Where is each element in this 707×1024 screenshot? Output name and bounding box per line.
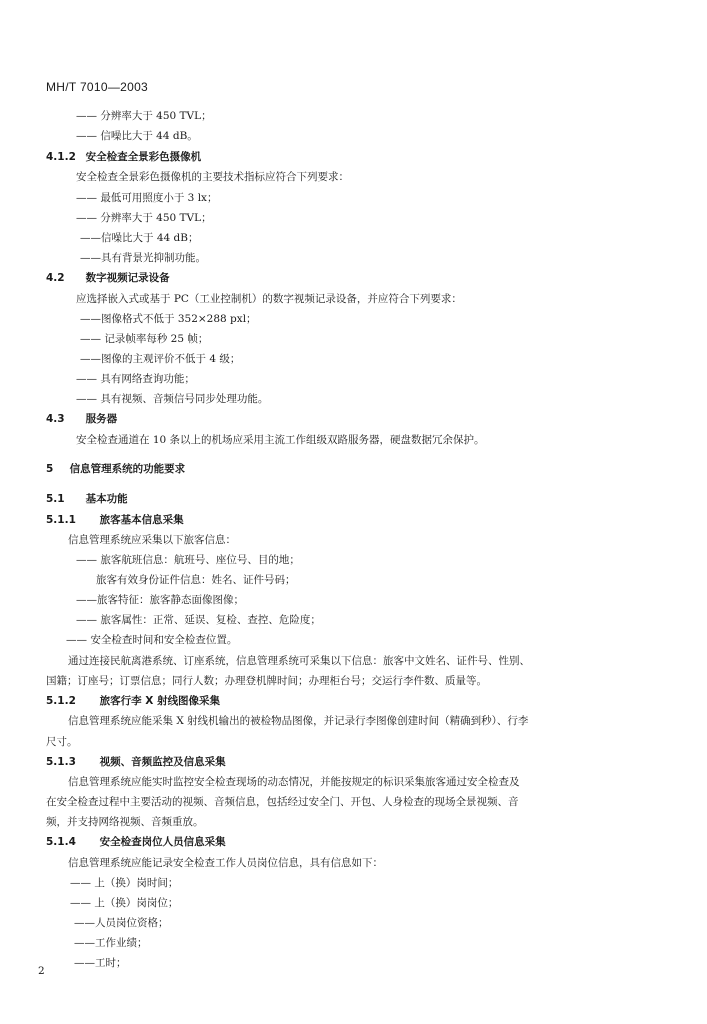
paragraph: 安全检查通道在 10 条以上的机场应采用主流工作组级双路服务器，硬盘数据冗余保护。 bbox=[76, 434, 485, 446]
section-number: 5.1.2 bbox=[46, 695, 76, 707]
paragraph: 应选择嵌入式或基于 PC（工业控制机）的数字视频记录设备，并应符合下列要求： bbox=[76, 293, 462, 305]
section-number: 4.2 bbox=[46, 272, 65, 284]
paragraph: 安全检查全景彩色摄像机的主要技术指标应符合下列要求： bbox=[76, 171, 349, 183]
section-heading-5-1-4 bbox=[46, 835, 226, 849]
requirement-item: —— 安全检查时间和安全检查位置。 bbox=[66, 634, 238, 646]
paragraph-continuation: 在安全检查过程中主要活动的视频、音频信息，包括经过安全门、开包、人身检查的现场全景视频、音 bbox=[46, 796, 519, 808]
section-title: 安全检查全景彩色摄像机 bbox=[85, 151, 202, 163]
requirement-item: ——人员岗位资格； bbox=[74, 917, 169, 929]
requirement-item: —— 最低可用照度小于 3 lx； bbox=[76, 192, 218, 204]
section-number: 5.1.3 bbox=[46, 756, 76, 768]
requirement-item: ——工作业绩； bbox=[74, 937, 148, 949]
section-number: 4.3 bbox=[46, 413, 65, 425]
requirement-item: —— 上（换）岗岗位； bbox=[70, 897, 179, 909]
paragraph-continuation: 频，并支持网络视频、音频重放。 bbox=[46, 816, 204, 828]
requirement-item: —— 具有视频、音频信号同步处理功能。 bbox=[76, 393, 269, 405]
section-title: 旅客行李 X 射线图像采集 bbox=[99, 695, 221, 707]
page-number: 2 bbox=[38, 965, 45, 977]
section-number: 5.1.4 bbox=[46, 836, 76, 848]
requirement-item: 旅客有效身份证件信息：姓名、证件号码； bbox=[96, 574, 296, 586]
section-heading-5-1-1 bbox=[46, 513, 184, 527]
requirement-item: —— 分辨率大于 450 TVL； bbox=[76, 212, 212, 224]
requirement-item: ——图像格式不低于 352×288 pxl； bbox=[80, 313, 257, 325]
paragraph-continuation: 国籍；订座号；订票信息；同行人数；办理登机牌时间；办理柜台号；交运行李件数、质量等。 bbox=[46, 675, 487, 687]
section-heading-5-1-2 bbox=[46, 694, 220, 708]
requirement-item: —— 信噪比大于 44 dB。 bbox=[76, 130, 198, 142]
paragraph: 通过连接民航离港系统、订座系统，信息管理系统可采集以下信息：旅客中文姓名、证件号、性别、 bbox=[68, 655, 530, 667]
section-number: 4.1.2 bbox=[46, 151, 76, 163]
section-number: 5.1 bbox=[46, 493, 65, 505]
requirement-item: —— 旅客航班信息：航班号、座位号、目的地； bbox=[76, 554, 300, 566]
standard-code-header: MH/T 7010—2003 bbox=[46, 80, 149, 94]
section-title: 视频、音频监控及信息采集 bbox=[99, 756, 226, 768]
section-title: 旅客基本信息采集 bbox=[99, 514, 184, 526]
requirement-item: ——旅客特征：旅客静态面像图像； bbox=[76, 594, 244, 606]
paragraph: 信息管理系统应采集以下旅客信息： bbox=[68, 534, 236, 546]
requirement-item: —— 分辨率大于 450 TVL； bbox=[76, 110, 212, 122]
section-heading-5 bbox=[46, 462, 185, 476]
requirement-item: ——信噪比大于 44 dB； bbox=[80, 232, 199, 244]
section-heading-5-1 bbox=[46, 492, 128, 506]
paragraph-continuation: 尺寸。 bbox=[46, 736, 78, 748]
section-heading-4-3 bbox=[46, 412, 117, 426]
requirement-item: ——工时； bbox=[74, 957, 127, 969]
section-heading-5-1-3 bbox=[46, 755, 226, 769]
requirement-item: —— 上（换）岗时间； bbox=[70, 877, 179, 889]
paragraph: 信息管理系统应能实时监控安全检查现场的动态情况，并能按规定的标识采集旅客通过安全检查及 bbox=[68, 776, 520, 788]
section-title: 数字视频记录设备 bbox=[85, 272, 170, 284]
requirement-item: —— 记录帧率每秒 25 帧； bbox=[80, 333, 209, 345]
section-title: 安全检查岗位人员信息采集 bbox=[99, 836, 226, 848]
requirement-item: —— 具有网络查询功能； bbox=[76, 373, 195, 385]
requirement-item: ——具有背景光抑制功能。 bbox=[80, 252, 206, 264]
paragraph: 信息管理系统应能采集 X 射线机输出的被检物品图像，并记录行李图像创建时间（精确到秒）、行李 bbox=[68, 715, 529, 727]
requirement-item: ——图像的主观评价不低于 4 级； bbox=[80, 353, 241, 365]
section-number: 5.1.1 bbox=[46, 514, 76, 526]
section-title: 信息管理系统的功能要求 bbox=[69, 463, 186, 475]
paragraph: 信息管理系统应能记录安全检查工作人员岗位信息，具有信息如下： bbox=[68, 857, 383, 869]
section-title: 基本功能 bbox=[85, 493, 128, 505]
requirement-item: —— 旅客属性：正常、延误、复检、查控、危险度； bbox=[76, 614, 321, 626]
section-title: 服务器 bbox=[85, 413, 118, 425]
section-heading-4-1-2 bbox=[46, 150, 201, 164]
section-number: 5 bbox=[46, 463, 54, 475]
section-heading-4-2 bbox=[46, 271, 170, 285]
